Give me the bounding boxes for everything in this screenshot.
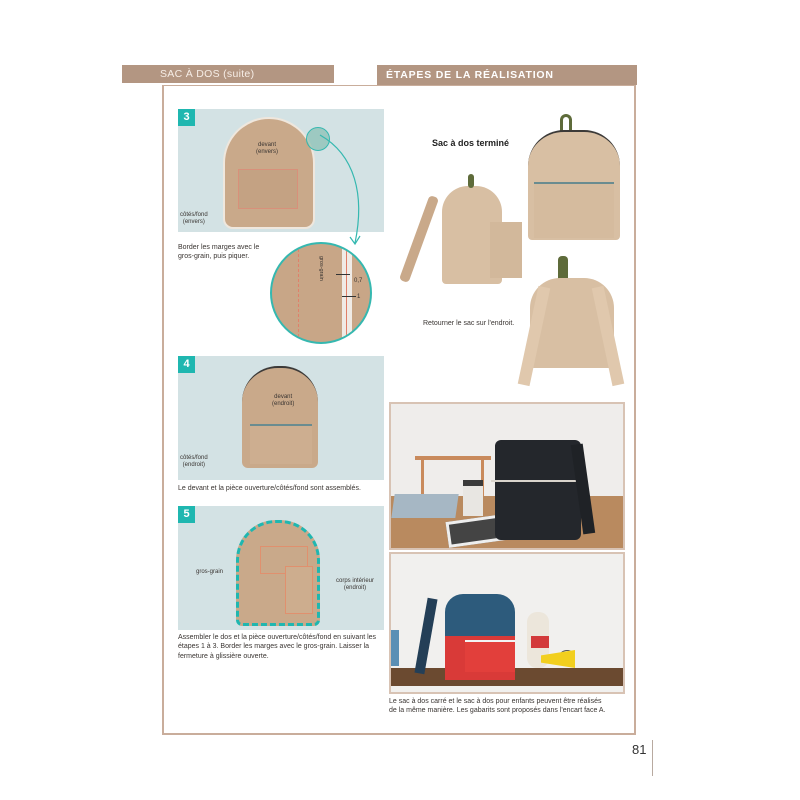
label-lining: corps intérieur (endroit) (336, 578, 375, 592)
variants-caption: Le sac à dos carré et le sac à dos pour enfants peuvent être réalisés de la même manière. Les gabarits sont proposés dans l'encart face A. (389, 698, 606, 715)
finished-caption: Retourner le sac sur l'endroit. (423, 320, 515, 327)
label-front-envers: devant (envers) (256, 142, 279, 156)
step-4-badge: 4 (178, 356, 195, 373)
step-4-caption: Le devant et la pièce ouverture/côtés/fond sont assemblés. (178, 485, 361, 492)
label-sides-endroit: côtés/fond (endroit) (180, 455, 208, 469)
step-4-image (178, 356, 384, 480)
label-ribbon-detail: gros-grain (318, 256, 324, 281)
connector-arrow-icon (300, 125, 370, 250)
detail-zoom-circle (270, 242, 372, 344)
square-backpack-photo (389, 402, 625, 550)
section-tab-left-label: SAC À DOS (suite) (160, 68, 255, 80)
step-5-caption: Assembler le dos et la pièce ouverture/côtés/fond en suivant les étapes 1 à 3. Border les marges avec le gros-grain. Laisser la fermeture à glissière ouverte. (178, 634, 377, 660)
section-tab-right (377, 65, 637, 85)
section-tab-left (122, 65, 334, 83)
step-5-image (178, 506, 384, 630)
label-margin-1: 1 (357, 294, 361, 300)
label-margin-07: 0,7 (354, 278, 363, 284)
finished-bag-side-photo (408, 172, 523, 292)
finished-title: Sac à dos terminé (432, 138, 510, 148)
page-number-rule (652, 740, 653, 776)
label-front-endroit: devant (endroit) (272, 394, 295, 408)
step-5-badge: 5 (178, 506, 195, 523)
finished-bag-front-photo (524, 114, 624, 242)
label-ribbon: gros-grain (196, 569, 224, 575)
step-3-badge: 3 (178, 109, 195, 126)
step-3-caption: Border les marges avec le gros-grain, puis piquer. (178, 244, 260, 261)
finished-bag-back-photo (512, 256, 632, 390)
label-sides-envers: côtés/fond (envers) (180, 212, 208, 226)
page-number: 81 (632, 742, 647, 757)
section-tab-right-label: ÉTAPES DE LA RÉALISATION (386, 69, 554, 81)
kids-backpack-photo (389, 552, 625, 694)
